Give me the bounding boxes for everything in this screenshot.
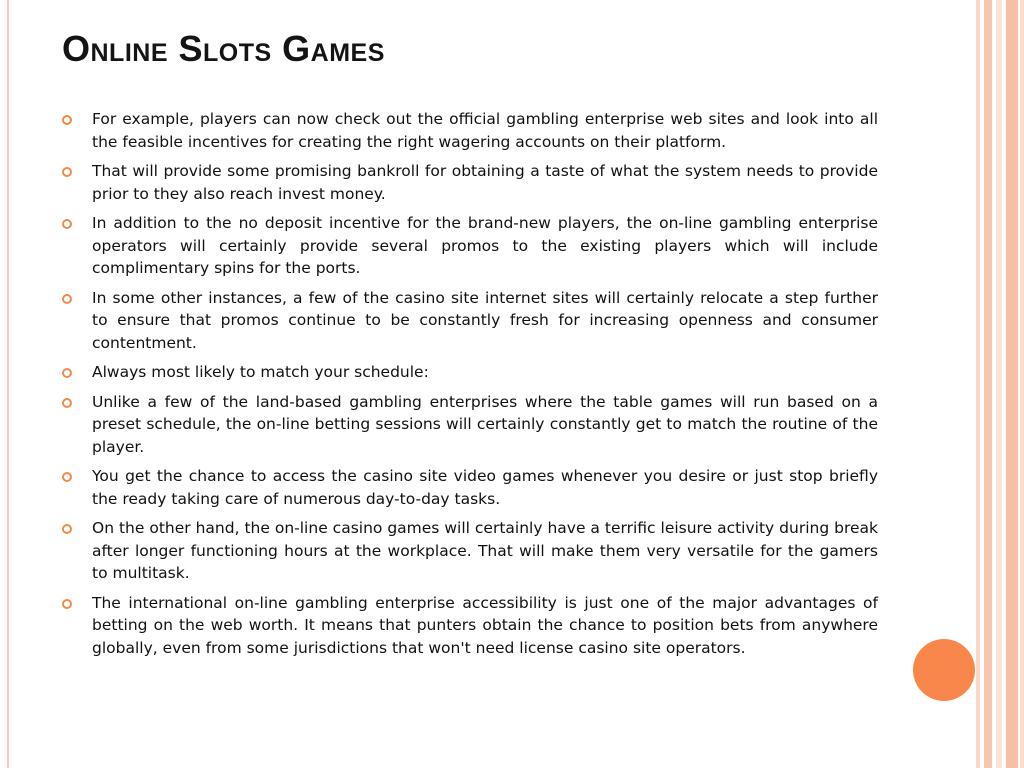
bullet-item: [62, 160, 878, 205]
bullet-item: [62, 108, 878, 153]
bullet-item: [62, 517, 878, 585]
bullet-circle-icon: [62, 599, 72, 609]
right-stripe: [976, 0, 980, 768]
right-stripe: [1020, 0, 1024, 768]
right-stripe: [996, 0, 1002, 768]
bullet-circle-icon: [62, 368, 72, 378]
bullet-list: [62, 108, 878, 666]
right-stripe: [1006, 0, 1018, 768]
bullet-circle-icon: [62, 167, 72, 177]
bullet-circle-icon: [62, 524, 72, 534]
bullet-circle-icon: [62, 115, 72, 125]
bullet-text: Unlike a few of the land-based gambling enterprises where the table games will run based on a preset schedule, the on-line betting sessions will certainly constantly get to match the routine of the player.: [92, 392, 878, 456]
bullet-text: You get the chance to access the casino site video games whenever you desire or just stop briefly the ready taking care of numerous day-to-day tasks.: [92, 467, 878, 508]
bullet-text: For example, players can now check out the official gambling enterprise web sites and look into all the feasible incentives for creating the right wagering accounts on their platform.: [92, 110, 878, 151]
bullet-item: [62, 361, 878, 384]
bullet-text: That will provide some promising bankroll for obtaining a taste of what the system needs to provide prior to they also reach invest money.: [92, 162, 878, 203]
bullet-text: In some other instances, a few of the casino site internet sites will certainly relocate a step further to ensure that promos continue to be constantly fresh for increasing openness and consumer contentment.: [92, 288, 878, 352]
bullet-text: Always most likely to match your schedule:: [92, 363, 429, 381]
bullet-circle-icon: [62, 219, 72, 229]
bullet-text: On the other hand, the on-line casino games will certainly have a terrific leisure activity during break after longer functioning hours at the workplace. That will make them very versatile for the gamers to multitask.: [92, 519, 878, 582]
right-stripe: [984, 0, 992, 768]
slide-title: Online Slots Games: [62, 28, 385, 69]
bullet-item: [62, 465, 878, 510]
bullet-item: [62, 287, 878, 355]
bullet-item: [62, 391, 878, 459]
bullet-text: The international on-line gambling enterprise accessibility is just one of the major advantages of betting on the web worth. It means that punters obtain the chance to position bets from anywhere globally, even from some jurisdictions that won't need license casino site operators.: [92, 593, 878, 657]
decorative-orange-circle: [913, 639, 975, 701]
bullet-item: [62, 212, 878, 280]
bullet-item: [62, 592, 878, 660]
bullet-text: In addition to the no deposit incentive for the brand-new players, the on-line gambling enterprise operators will certainly provide several promos to the existing players which will include complimentary spins for the ports.: [92, 214, 878, 277]
left-border-line: [7, 0, 9, 768]
bullet-circle-icon: [62, 294, 72, 304]
bullet-circle-icon: [62, 472, 72, 482]
bullet-circle-icon: [62, 398, 72, 408]
